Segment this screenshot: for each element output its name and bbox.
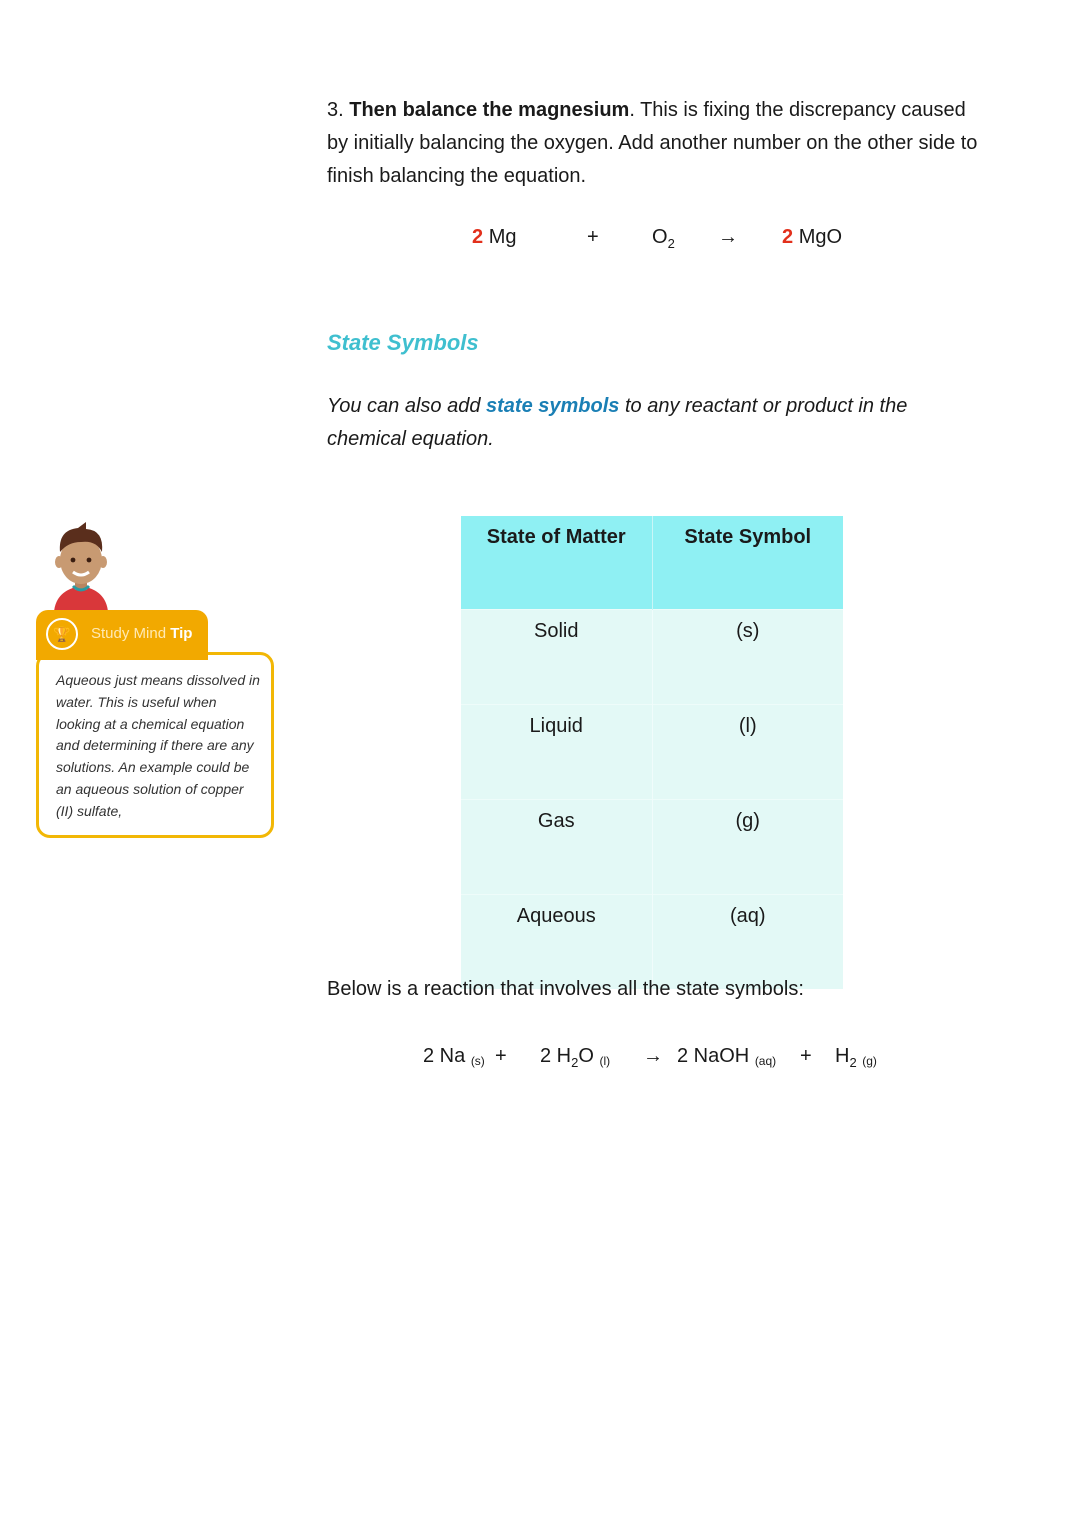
step-bold: Then balance the magnesium	[349, 99, 630, 121]
table-cell: (aq)	[652, 895, 843, 990]
eq-term-mgo: 2 MgO	[782, 226, 843, 248]
section-title: State Symbols	[327, 330, 479, 355]
table-header: State of Matter	[461, 516, 652, 610]
eq-term-mg: 2 Mg	[472, 226, 517, 248]
table-cell: Gas	[461, 800, 652, 895]
table-cell: Solid	[461, 610, 652, 705]
step-number: 3.	[327, 99, 344, 121]
tip-title: Study Mind Tip	[91, 625, 193, 642]
eq2-plus: +	[495, 1045, 507, 1067]
step-text: . This is fixing the discrepancy caused by initially balancing the oxygen. Add another number on the other side to finish balancing the equation.	[327, 99, 978, 187]
step-3-paragraph	[327, 94, 987, 193]
table-row	[461, 705, 843, 800]
table-header: State Symbol	[652, 516, 843, 610]
state-symbols-table	[461, 516, 843, 989]
table-row	[461, 800, 843, 895]
eq2-term-naoh: 2 NaOH (aq)	[677, 1045, 777, 1068]
eq-arrow: →	[718, 226, 738, 248]
below-text: Below is a reaction that involves all the state symbols:	[327, 978, 804, 1000]
student-avatar-icon	[46, 520, 116, 612]
eq2-term-h2o: 2 $H_2O$ (l)	[540, 1045, 611, 1070]
eq2-arrow: →	[643, 1045, 663, 1067]
table-cell: (g)	[652, 800, 843, 895]
table-row	[461, 895, 843, 990]
table-cell: (l)	[652, 705, 843, 800]
tip-text: Aqueous just means dissolved in water. This is useful when looking at a chemical equation and determining if there are any solutions. An example could be an aqueous solution of copper (II) sulfate,	[56, 672, 260, 819]
table-cell: Aqueous	[461, 895, 652, 990]
eq-term-o2: $O_2$	[652, 226, 675, 251]
table-cell: (s)	[652, 610, 843, 705]
trophy-icon: 🏆	[46, 618, 78, 650]
eq2-term-na: 2 Na (s)	[423, 1045, 485, 1068]
table-row	[461, 610, 843, 705]
table-cell: Liquid	[461, 705, 652, 800]
eq2-plus: +	[800, 1045, 812, 1067]
table-header-row	[461, 516, 843, 610]
eq2-term-h2: $H_2$ (g)	[835, 1045, 877, 1070]
keyword-state-symbols: state symbols	[486, 395, 620, 417]
eq-plus: +	[587, 226, 599, 248]
intro-paragraph: You can also add state symbols to any reactant or product in the chemical equation.	[327, 395, 908, 450]
